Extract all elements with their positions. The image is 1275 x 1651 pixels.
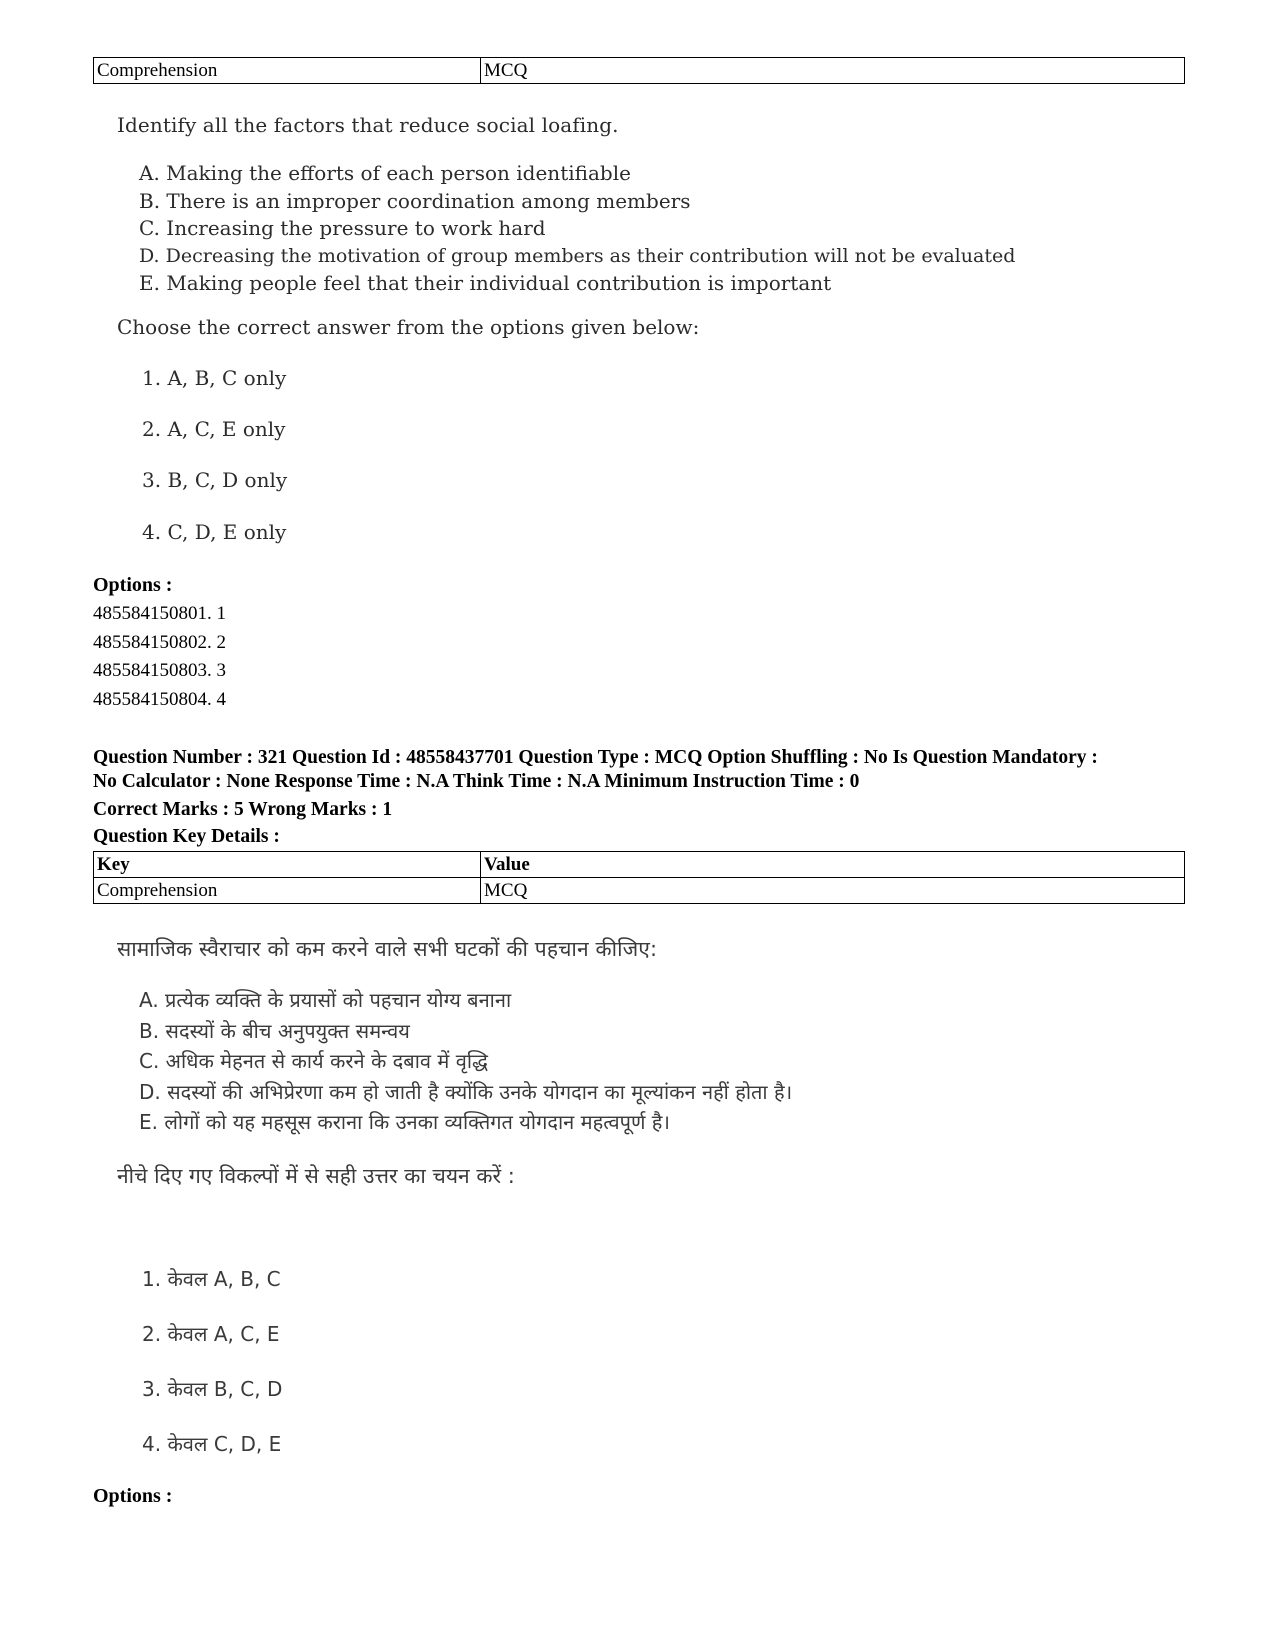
list-item: D. Decreasing the motivation of group members as their contribution will not be evaluated	[139, 244, 1016, 267]
statement-list	[139, 160, 1015, 298]
table-cell-value: MCQ	[481, 58, 1185, 84]
top-key-table	[93, 57, 1185, 84]
list-item: E. Making people feel that their individual contribution is important	[139, 271, 832, 295]
list-item: C. अधिक मेहनत से कार्य करने के दबाव में वृद्धि	[139, 1049, 488, 1073]
list-item: A. Making the efforts of each person identifiable	[139, 161, 631, 185]
question-stem: सामाजिक स्वैराचार को कम करने वाले सभी घटकों की पहचान कीजिए:	[117, 937, 658, 961]
marks-line: Correct Marks : 5 Wrong Marks : 1	[93, 799, 393, 820]
question-meta-line: No Calculator : None Response Time : N.A Think Time : N.A Minimum Instruction Time : 0	[93, 771, 860, 792]
answer-choice: 1. केवल A, B, C	[142, 1267, 281, 1291]
table-row	[94, 58, 1185, 84]
list-item: D. सदस्यों की अभिप्रेरणा कम हो जाती है क्योंकि उनके योगदान का मूल्यांकन नहीं होता है।	[139, 1079, 793, 1104]
option-item: 485584150804. 4	[93, 688, 226, 710]
list-item: B. There is an improper coordination among members	[139, 188, 691, 213]
table-cell-key: Comprehension	[94, 878, 481, 904]
answer-choice: 1. A, B, C only	[142, 366, 287, 390]
statement-list	[139, 985, 792, 1138]
answer-choice: 2. A, C, E only	[142, 417, 286, 441]
question-meta	[93, 746, 1203, 794]
options-list	[93, 600, 226, 714]
question-image-hindi	[117, 930, 1017, 1465]
options-label: Options :	[93, 574, 173, 596]
option-item: 485584150802. 2	[93, 631, 226, 653]
list-item: C. Increasing the pressure to work hard	[139, 216, 546, 240]
table-cell-value: MCQ	[481, 878, 1185, 904]
option-item: 485584150803. 3	[93, 660, 226, 681]
options-label: Options :	[93, 1485, 173, 1507]
answer-choice: 3. B, C, D only	[142, 468, 288, 492]
list-item: E. लोगों को यह महसूस कराना कि उनका व्यक्तिगत योगदान महत्वपूर्ण है।	[139, 1110, 670, 1134]
choose-instruction: नीचे दिए गए विकल्पों में से सही उत्तर का चयन करें :	[117, 1164, 515, 1188]
list-item: A. प्रत्येक व्यक्ति के प्रयासों को पहचान योग्य बनाना	[139, 988, 512, 1012]
answer-choice: 2. केवल A, C, E	[142, 1322, 280, 1346]
table-row	[94, 878, 1185, 904]
question-meta-line: Question Number : 321 Question Id : 48558437701 Question Type : MCQ Option Shuffling : No Is Question Mandatory :	[93, 747, 1098, 768]
answer-choice: 4. केवल C, D, E	[142, 1432, 282, 1456]
table-header-row	[94, 852, 1185, 878]
answer-choice: 3. केवल B, C, D	[142, 1377, 283, 1401]
question-image-english	[117, 110, 1017, 555]
option-item: 485584150801. 1	[93, 603, 226, 624]
answer-choice: 4. C, D, E only	[142, 520, 287, 544]
question-key-table	[93, 851, 1185, 904]
choose-instruction: Choose the correct answer from the options given below:	[117, 315, 700, 339]
table-header-value: Value	[481, 852, 1185, 878]
question-stem: Identify all the factors that reduce social loafing.	[117, 113, 619, 137]
key-details-heading: Question Key Details :	[93, 826, 280, 847]
list-item: B. सदस्यों के बीच अनुपयुक्त समन्वय	[139, 1018, 410, 1043]
table-header-key: Key	[94, 852, 481, 878]
table-cell-key: Comprehension	[94, 58, 481, 84]
